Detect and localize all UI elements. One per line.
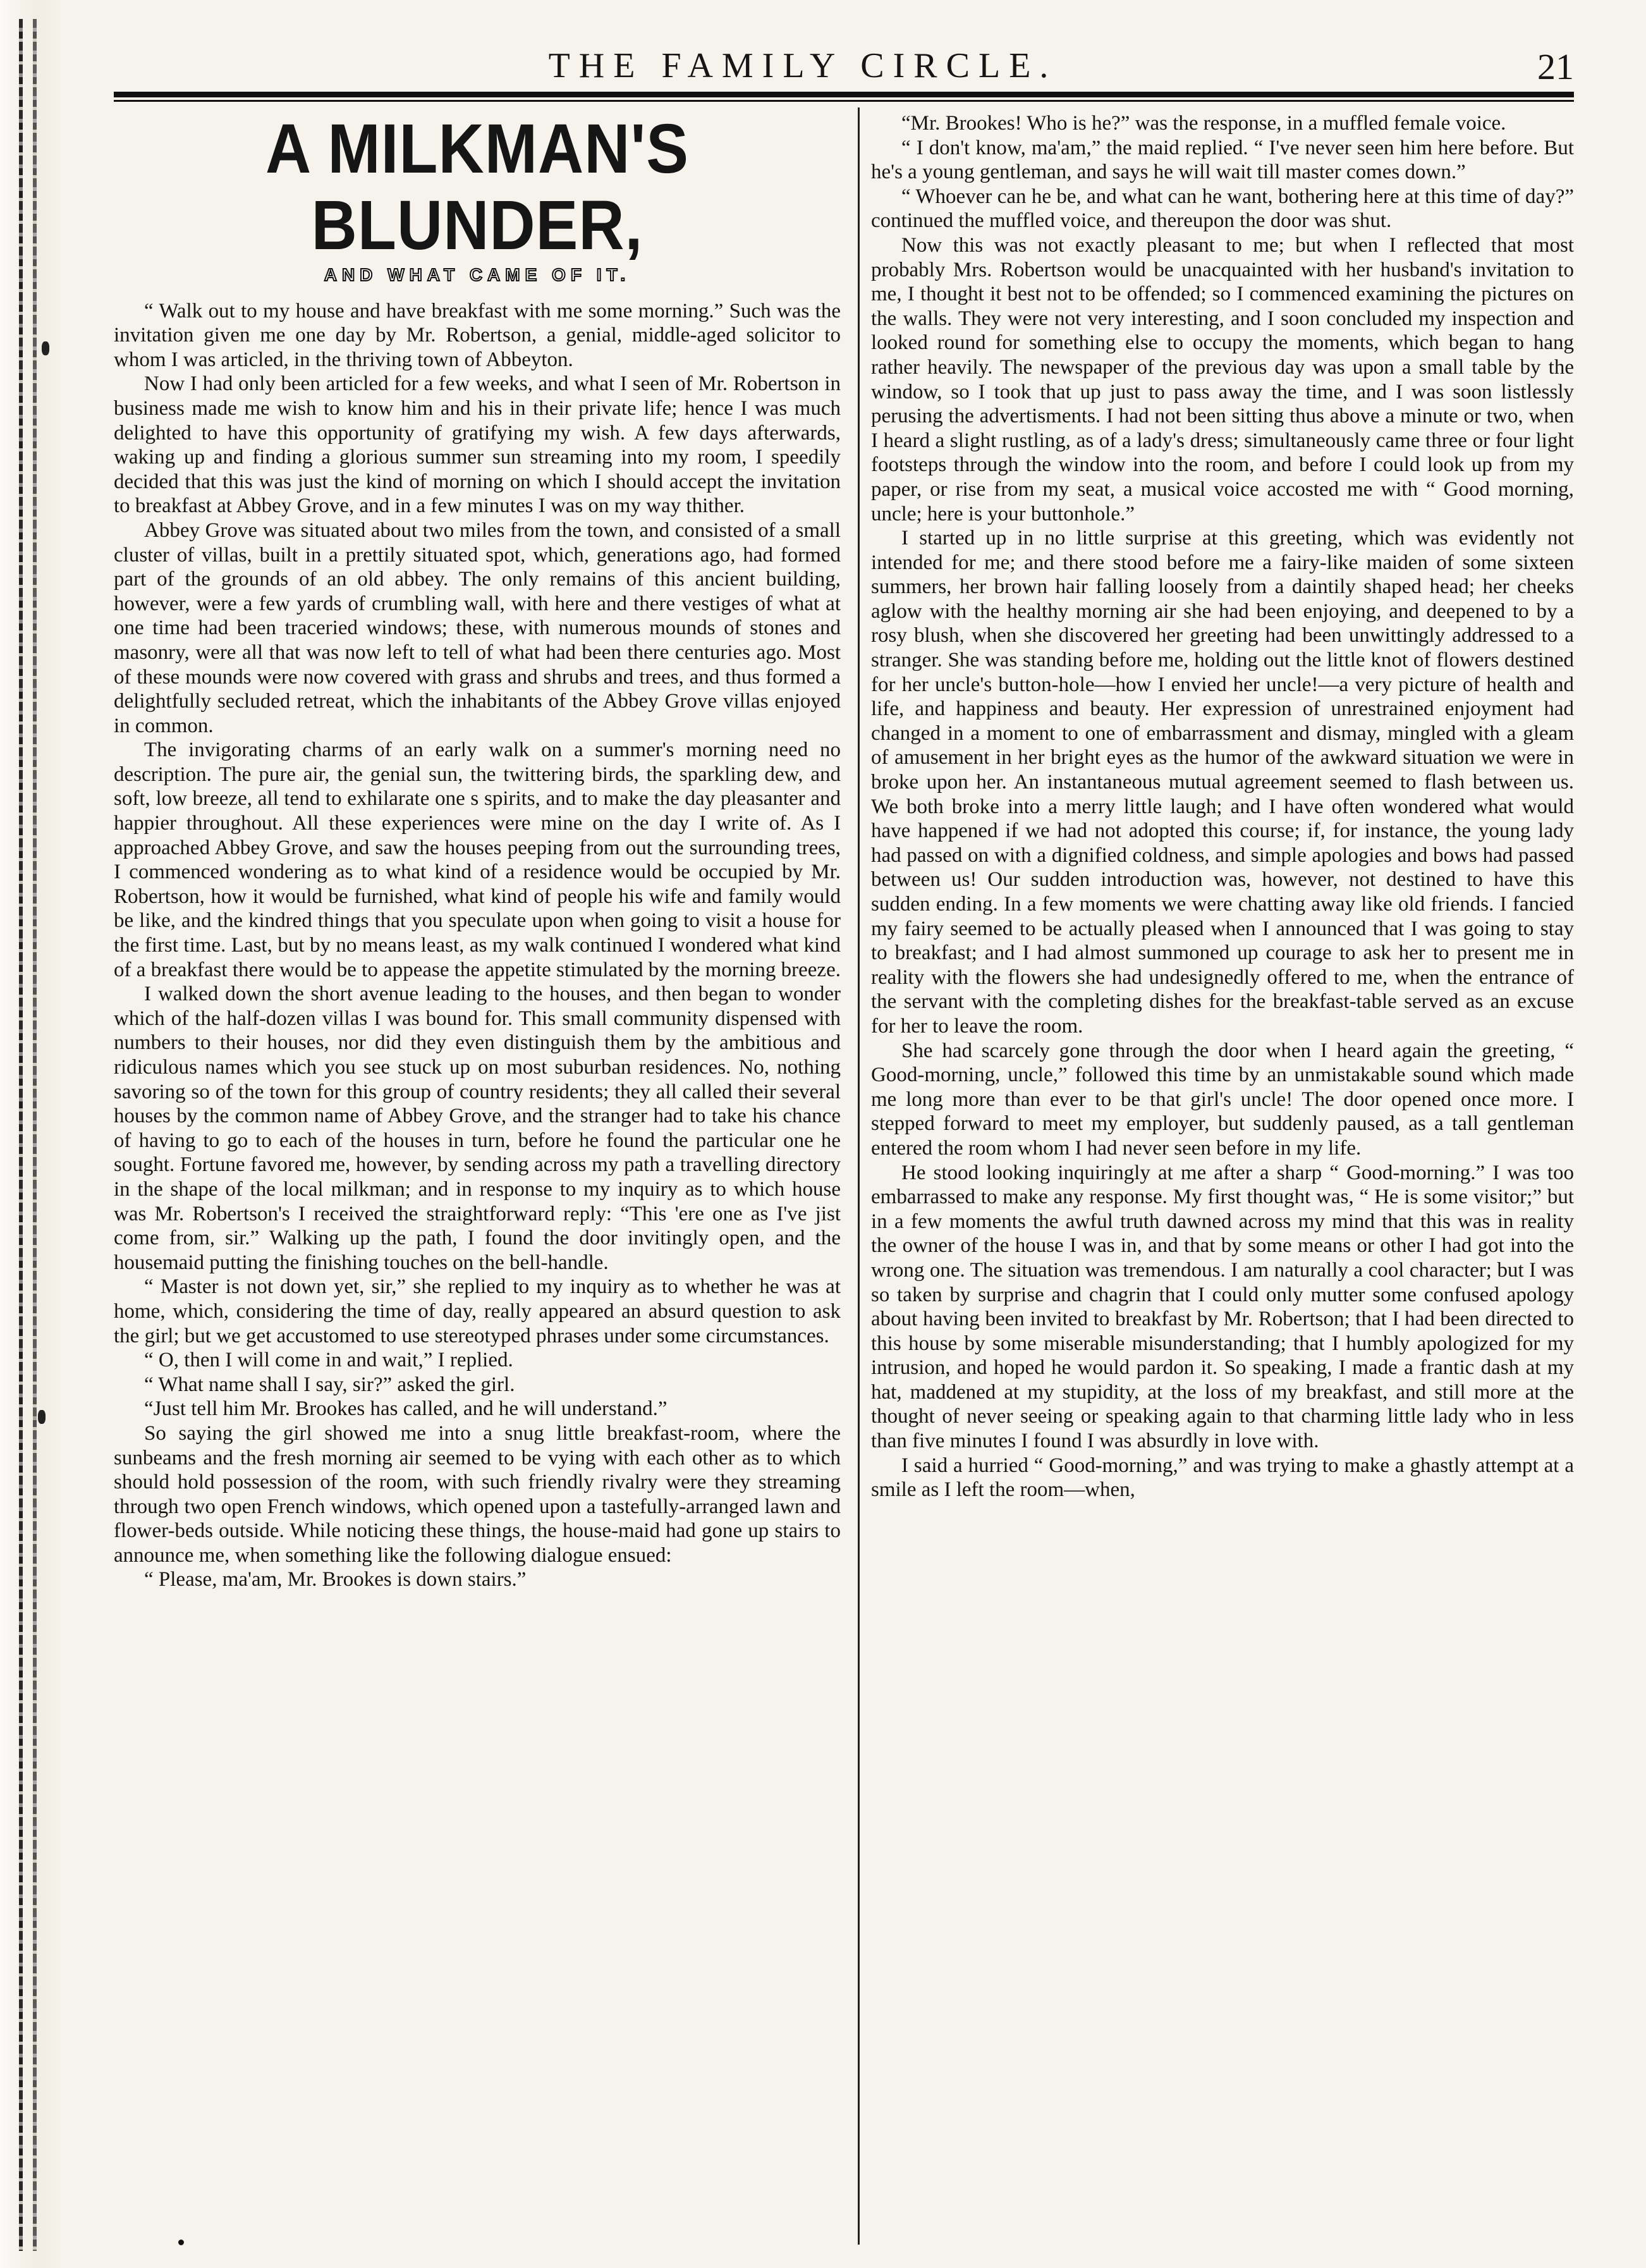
right-column — [871, 111, 1574, 2255]
paragraph: He stood looking inquiringly at me after a sharp “ Good-morning.” I was too embarrassed to make any response. My first thought was, “ He is some visitor;” but in a few moments the awful truth dawned across my mind that this was in reality the owner of the house I was in, and that by some means or other I had got into the wrong one. The situation was tremendous. I am naturally a cool character; but I was so taken by surprise and chagrin that I could only mutter some confused apology about having been invited to breakfast by Mr. Robertson; that I had been directed to this house by some miserable misunderstanding; that I humbly apologized for my intrusion, and hoped he would pardon it. So speaking, I made a frantic dash at my hat, maddened at my stupidity, at the loss of my breakfast, and still more at the thought of never seeing or speaking again to that charming little lady who in less than five minutes I found I was absurdly in love with. — [871, 1161, 1574, 1453]
paragraph: “Just tell him Mr. Brookes has called, and he will understand.” — [144, 1397, 668, 1421]
ink-mark — [38, 1410, 46, 1424]
paragraph: “ I don't know, ma'am,” the maid replied. “ I've never seen him here before. But he's a young gentleman, and says he will wait till master comes down.” — [871, 136, 1574, 184]
page-number: 21 — [1537, 46, 1574, 87]
binding-margin — [0, 0, 63, 2268]
paragraph: Now I had only been articled for a few weeks, and what I seen of Mr. Robertson in business made me wish to know him and his in their private life; hence I was much delighted to have this opportunity of gratifying my wish. A few days afterwards, waking up and finding a glorious summer sun streaming into my room, I speedily decided that this was just the kind of morning on which I should accept the invitation to breakfast at Abbey Grove, and in a few minutes I was on my way thither. — [114, 372, 841, 518]
left-column — [114, 111, 841, 2255]
running-title: THE FAMILY CIRCLE. — [548, 46, 1058, 85]
paragraph: “ O, then I will come in and wait,” I replied. — [144, 1349, 513, 1372]
ink-mark — [42, 341, 49, 355]
paragraph: She had scarcely gone through the door when I heard again the greeting, “ Good-morning, uncle,” followed this time by an unmistakable sound which made me long more than ever to be that girl's uncle! The door opened once more. I stepped forward to meet my employer, but suddenly paused, as a tall gentleman entered the room whom I had never seen before in my life. — [871, 1039, 1574, 1160]
paragraph: “ What name shall I say, sir?” asked the girl. — [144, 1373, 515, 1396]
paragraph: “ Walk out to my house and have breakfast with me some morning.” Such was the invitation given me one day by Mr. Robertson, a genial, middle-aged solicitor to whom I was articled, in the thriving town of Abbeyton. — [114, 299, 841, 371]
paragraph: “ Master is not down yet, sir,” she replied to my inquiry as to whether he was at home, which, considering the time of day, really appeared an absurd question to ask the girl; but we get accustomed to use stereotyped phrases under some circumstances. — [114, 1275, 841, 1347]
header-rule — [114, 92, 1574, 97]
binding-stitch-line — [19, 19, 23, 2251]
paragraph: “ Whoever can he be, and what can he want, bothering here at this time of day?” continued the muffled voice, and thereupon the door was shut. — [871, 185, 1574, 233]
article-subtitle: AND WHAT CAME OF IT. — [324, 265, 631, 285]
paragraph: I started up in no little surprise at this greeting, which was evidently not intended for me; and there stood before me a fairy-like maiden of some sixteen summers, her brown hair falling loosely from a daintily shaped head; her cheeks aglow with the healthy morning air she had been enjoying, and deepened to by a rosy blush, when she discovered her greeting had been unwittingly addressed to a stranger. She was standing before me, holding out the little knot of flowers destined for her uncle's button-hole—how I envied her uncle!—a very picture of health and life, and happiness and beauty. Her expression of unrestrained enjoyment had changed in a moment to one of embarrassment and dismay, mingled with a gleam of amusement in her bright eyes as the humor of the awkward situation we were in broke upon her. An instantaneous mutual agreement seemed to flash between us. We both broke into a merry little laugh; and I have often wondered what would have happened if we had not adopted this course; if, for instance, the young lady had passed on with a dignified coldness, and simple apologies and bows had passed between us! Our sudden introduction was, however, not destined to have this sudden ending. In a few moments we were chatting away like old friends. I fancied my fairy seemed to be actually pleased when I announced that I was going to stay to breakfast; and I had almost summoned up courage to ask her to present me in reality with the flowers she had undesignedly offered to me, when the entrance of the servant with the completing dishes for the breakfast-table served as an excuse for her to leave the room. — [871, 527, 1574, 1038]
paragraph: “Mr. Brookes! Who is he?” was the response, in a muffled female voice. — [901, 112, 1506, 135]
article-title: A MILKMAN'S BLUNDER, — [265, 111, 689, 265]
paragraph: So saying the girl showed me into a snug little breakfast-room, where the sunbeams and the fresh morning air seemed to be vying with each other as to which should hold possession of the room, with such friendly rivalry were they streaming through two open French windows, which opened upon a tastefully-arranged lawn and flower-beds outside. While noticing these things, the house-maid had gone up stairs to announce me, when something like the following dialogue ensued: — [114, 1421, 841, 1567]
paragraph: “ Please, ma'am, Mr. Brookes is down stairs.” — [144, 1568, 527, 1591]
binding-stitch-line — [33, 19, 37, 2251]
header-rule — [114, 100, 1574, 102]
paragraph: Abbey Grove was situated about two miles from the town, and consisted of a small cluster of villas, built in a prettily situated spot, which, generations ago, had formed part of the grounds of an old abbey. The only remains of this ancient building, however, were a few yards of crumbling wall, with here and there vestiges of what at one time had been traceried windows; these, with numerous mounds of stones and masonry, were all that was now left to tell of what had been there centuries ago. Most of these mounds were now covered with grass and shrubs and trees, and thus formed a delightfully secluded retreat, which the inhabitants of the Abbey Grove villas enjoyed in common. — [114, 518, 841, 737]
page-header — [158, 32, 1574, 101]
ink-dot — [178, 2240, 184, 2245]
paragraph: I said a hurried “ Good-morning,” and was trying to make a ghastly attempt at a smile as I left the room—when, — [871, 1454, 1574, 1502]
paragraph: Now this was not exactly pleasant to me; but when I reflected that most probably Mrs. Robertson would be unacquainted with her husband's invitation to me, I thought it best not to be offended; so I commenced examining the pictures on the walls. They were not very interesting, and I soon concluded my inspection and looked round for something else to occupy the moments, which began to hang rather heavily. The newspaper of the previous day was upon a small table by the window, so I took that up just to pass away the time, and I was soon listlessly perusing the advertisments. I had not been sitting thus above a minute or two, when I heard a slight rustling, as of a lady's dress; simultaneously came three or four light footsteps through the window into the room, and before I could look up from my paper, or rise from my seat, a musical voice accosted me with “ Good morning, uncle; here is your buttonhole.” — [871, 233, 1574, 525]
paragraph: I walked down the short avenue leading to the houses, and then began to wonder which of the half-dozen villas I was bound for. This small community dispensed with numbers to their houses, nor did they even distinguish them by the ambitious and ridiculous names which you see stuck up on most suburban residences. No, nothing savoring so of the town for this group of country residents; they all called their several houses by the common name of Abbey Grove, and the stranger had to take his chance of having to go to each of the houses in turn, before he found the particular one he sought. Fortune favored me, however, by sending across my path a travelling directory in the shape of the local milkman; and in response to my inquiry as to which house was Mr. Robertson's I received the straightforward reply: “This 'ere one as I've jist come from, sir.” Walking up the path, I found the door invitingly open, and the housemaid putting the finishing touches on the bell-handle. — [114, 983, 841, 1274]
column-divider — [858, 107, 860, 2245]
paragraph: The invigorating charms of an early walk on a summer's morning need no description. The pure air, the genial sun, the twittering birds, the sparkling dew, and soft, low breeze, all tend to exhilarate one s spirits, and to make the day pleasanter and happier throughout. All these experiences were mine on the day I write of. As I approached Abbey Grove, and saw the houses peeping from out the surrounding trees, I commenced wondering as to what kind of a residence would be occupied by Mr. Robertson, how it would be furnished, what kind of people his wife and family would be like, and the kindred things that you speculate upon when going to visit a house for the first time. Last, but by no means least, as my walk continued I wondered what kind of a breakfast there would be to appease the appetite stimulated by the morning breeze. — [114, 739, 841, 981]
